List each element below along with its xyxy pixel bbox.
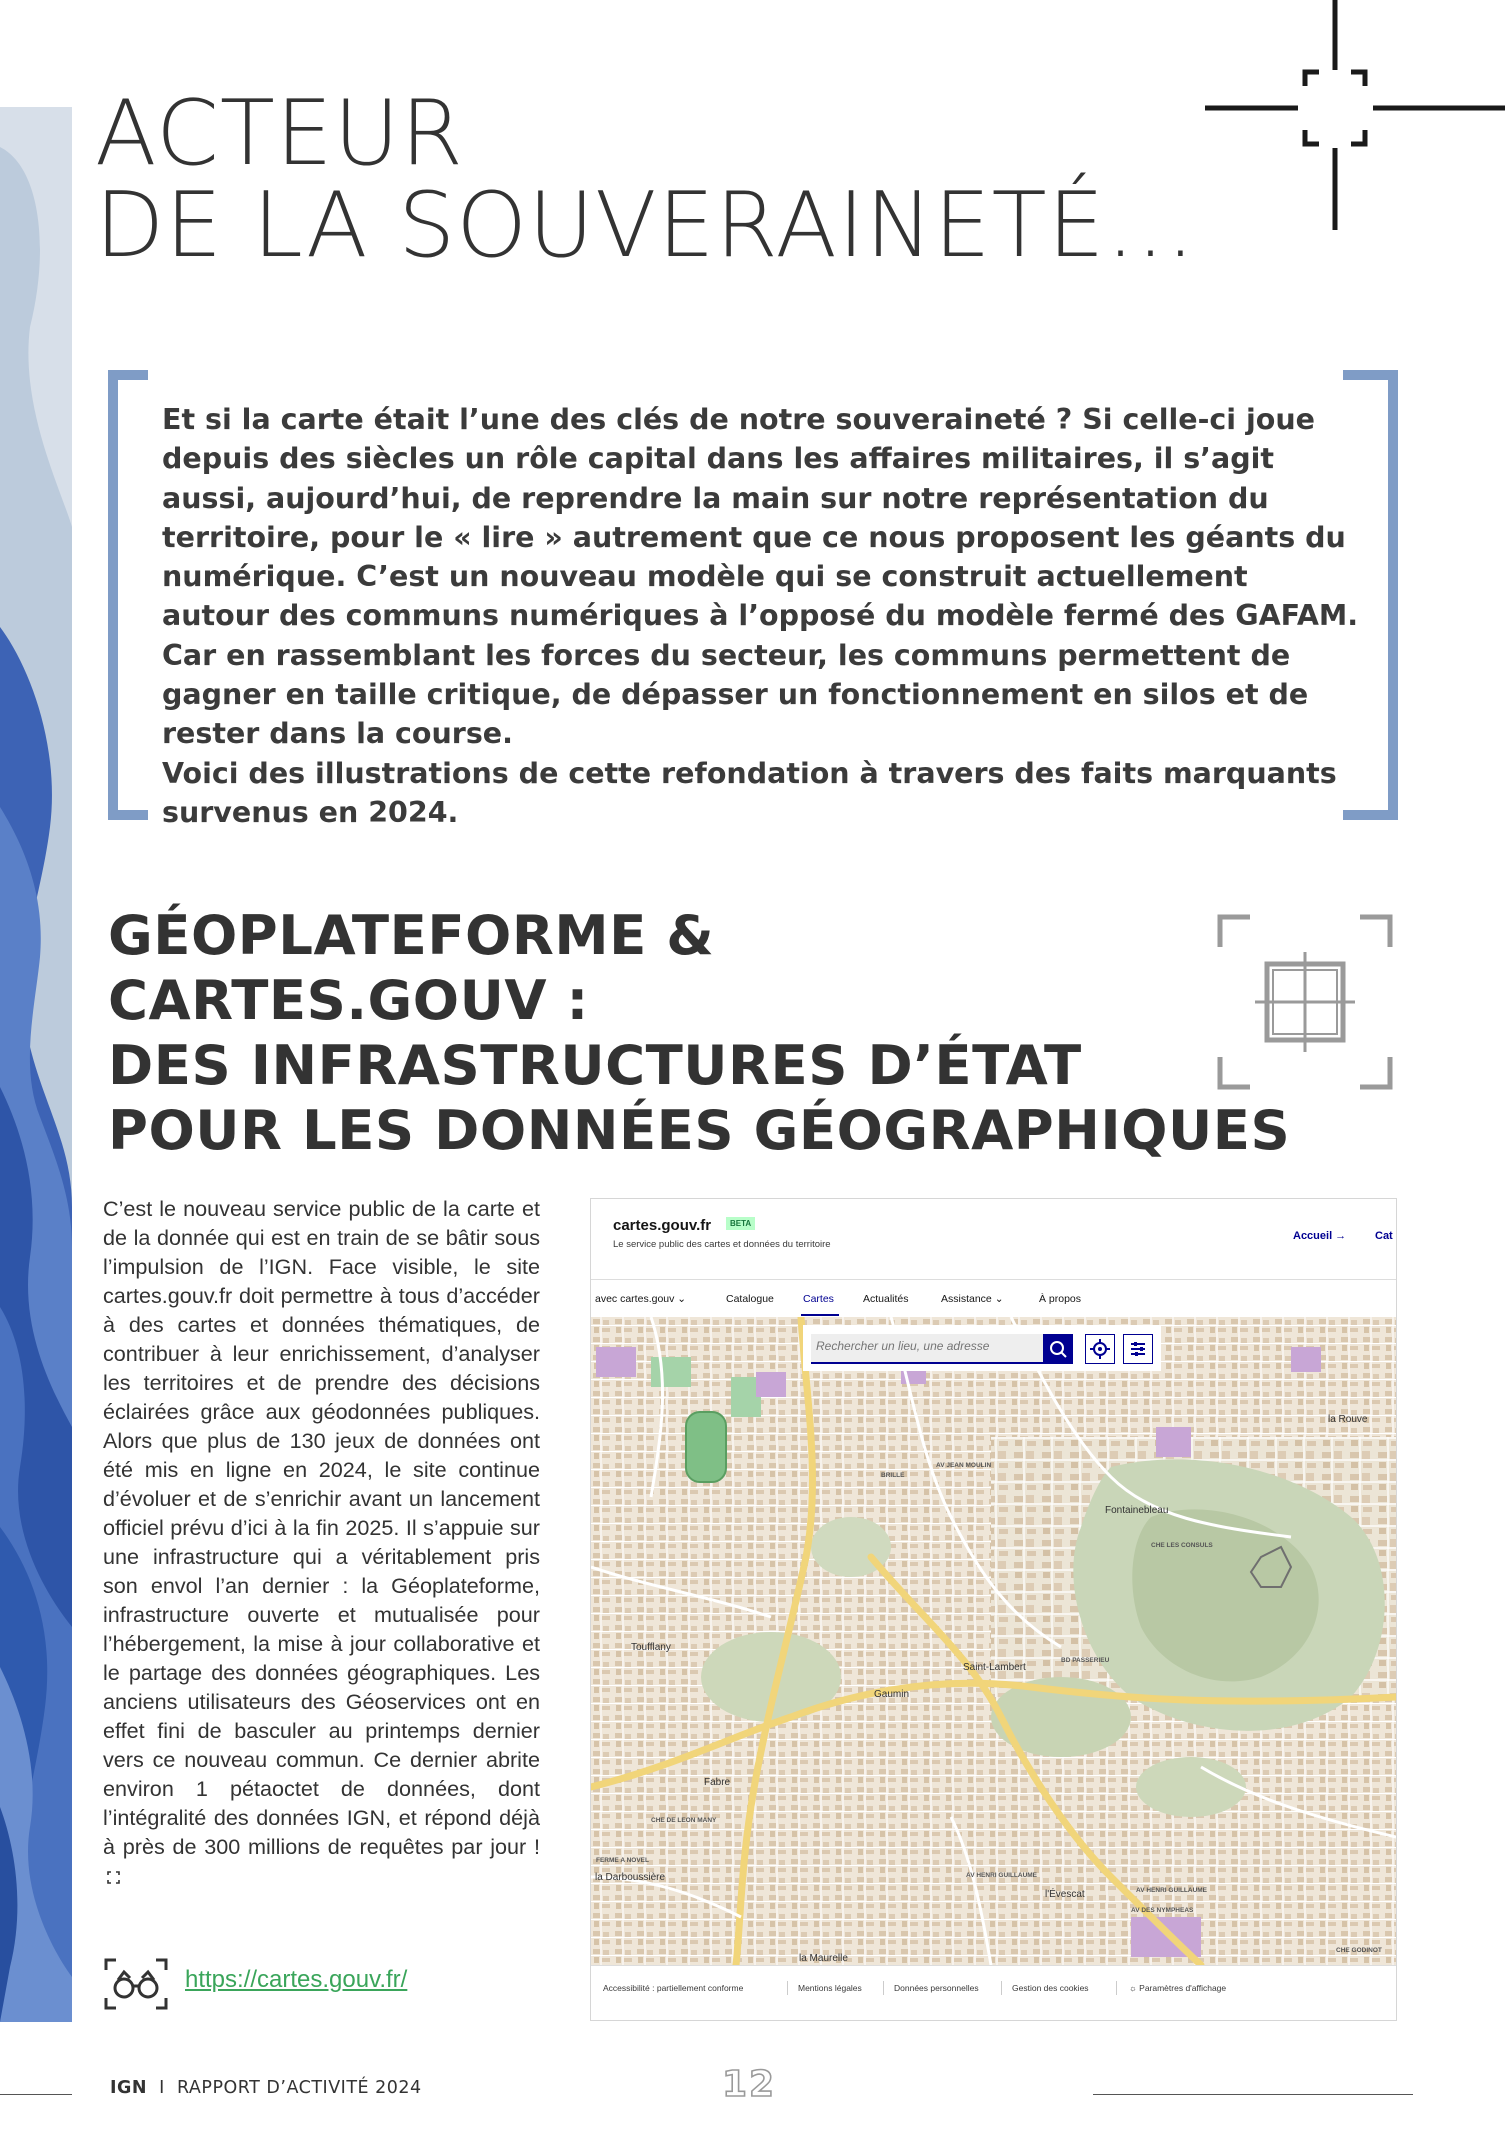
road-label: CHE LES CONSULS <box>1151 1542 1213 1549</box>
footer-link-cookies[interactable]: Gestion des cookies <box>1012 1983 1089 1993</box>
map-search-input[interactable] <box>816 1339 1036 1353</box>
footer-org: IGN <box>110 2078 148 2098</box>
locate-icon <box>1086 1335 1114 1363</box>
road-label: AV JEAN MOULIN <box>936 1462 992 1469</box>
nav-item-actualites[interactable]: Actualités <box>863 1293 909 1305</box>
footer-separator <box>787 1981 788 1995</box>
cartes-gouv-screenshot <box>590 1198 1397 2021</box>
site-tagline: Le service public des cartes et données du territoire <box>613 1239 831 1250</box>
cartes-gouv-link[interactable]: https://cartes.gouv.fr/ <box>185 1966 408 1993</box>
footer-separator: I <box>159 2078 165 2098</box>
footer-link-legal[interactable]: Mentions légales <box>798 1983 862 1993</box>
map-frame-icon <box>1215 912 1395 1092</box>
beta-badge: BETA <box>726 1217 755 1230</box>
nav-item-catalogue[interactable]: Catalogue <box>726 1293 774 1305</box>
map-label-saint-lambert: Saint-Lambert <box>963 1662 1026 1673</box>
footer-rule-left <box>0 2094 72 2095</box>
nav-item-assistance[interactable]: Assistance ⌄ <box>941 1293 1004 1305</box>
article-body-text: C’est le nouveau service public de la carte et de la donnée qui est en train de se bâtir sous l’impulsion de l’IGN. Face visible, le site cartes.gouv.fr doit permettre à tous d’accéder à des cartes et données thématiques, de contribuer à leur enrichissement, d’analyser les territoires et de prendre des décisions éclairées grâce aux géodonnées publiques. Alors que plus de 130 jeux de données ont été mis en ligne en 2024, le site continue d’évoluer et de s’enrichir avant un lancement officiel prévu d’ici à la fin 2025. Il s’appuie sur une infrastructure qui a véritablement pris son envol l’an dernier : la Géoplateforme, infrastructure ouverte et mutualisée pour l’hébergement, la mise à jour collaborative et le partage des données géographiques. Les anciens utilisateurs des Géoservices ont en effet fini de basculer au printemps dernier vers ce nouveau commun. Ce dernier abrite environ 1 pétaoctet de données, dont l’intégralité des données IGN, et répond déjà à près de 300 millions de requêtes par jour ! <box>103 1196 540 1859</box>
site-nav <box>591 1279 1396 1319</box>
nav-item-cartes[interactable]: Cartes <box>803 1293 834 1305</box>
road-label: BRILLE <box>881 1472 905 1479</box>
article-title-line-2: CARTES.GOUV : <box>108 968 589 1032</box>
map-label-fabre: Fabre <box>704 1777 731 1788</box>
footer-separator <box>1001 1981 1002 1995</box>
article-body <box>103 1194 540 1890</box>
road-label: CHE DE LEON MANY <box>651 1817 717 1824</box>
crosshair-icon <box>1205 0 1505 230</box>
article-title <box>108 903 1290 1163</box>
article-title-line-1: GÉOPLATEFORME & <box>108 903 715 967</box>
page-footer <box>110 2078 422 2098</box>
decorative-side-band <box>0 107 72 2022</box>
footer-separator <box>883 1981 884 1995</box>
map-label-fontainebleau: Fontainebleau <box>1105 1505 1169 1516</box>
sliders-icon <box>1124 1335 1152 1363</box>
map-view[interactable] <box>591 1317 1396 1965</box>
header-link-home[interactable]: Accueil → <box>1293 1230 1347 1242</box>
footer-link-privacy[interactable]: Données personnelles <box>894 1983 979 1993</box>
road-label: BD PASSERIEU <box>1061 1657 1110 1664</box>
binoculars-icon <box>104 1958 168 2010</box>
map-label-la-maurelle: la Maurelle <box>799 1953 848 1964</box>
page-title-line-1: ACTEUR <box>95 81 465 186</box>
page-number: 12 <box>722 2064 777 2105</box>
map-settings-button[interactable] <box>1123 1334 1153 1364</box>
road-label: AV DES NYMPHEAS <box>1131 1907 1194 1914</box>
intro-paragraph: Et si la carte était l’une des clés de notre souveraineté ? Si celle-ci joue depuis des siècles un rôle capital dans les affaires militaires, il s’agit aussi, aujourd’hui, de reprendre la main sur notre représentation du territoire, pour le « lire » autrement que ce nous proposent les géants du numérique. C’est un nouveau modèle qui se construit actuellement autour des communs numériques à l’opposé du modèle fermé des GAFAM. Car en rassemblant les forces du secteur, les communs permettent de gagner en taille critique, de dépasser un fonctionnement en silos et de rester dans la course. Voici des illustrations de cette refondation à travers des faits marquants survenus en 2024. <box>162 403 1359 829</box>
map-label-evescat: l'Évescat <box>1045 1889 1085 1900</box>
end-of-article-icon <box>107 1871 120 1884</box>
header-link-catalogue[interactable]: Cat <box>1375 1230 1393 1242</box>
nav-item-discover[interactable]: avec cartes.gouv ⌄ <box>595 1293 687 1305</box>
map-label-toufflany: Toufflany <box>631 1642 671 1653</box>
footer-separator <box>1116 1981 1117 1995</box>
map-search-button[interactable] <box>1043 1334 1073 1364</box>
map-canvas[interactable] <box>591 1317 1396 1965</box>
road-label: AV HENRI GUILLAUME <box>1136 1887 1208 1894</box>
footer-report-title: RAPPORT D’ACTIVITÉ 2024 <box>176 2078 422 2098</box>
map-label-darboussiere: la Darboussière <box>595 1872 666 1883</box>
article-title-line-3: DES INFRASTRUCTURES D’ÉTAT <box>108 1033 1082 1097</box>
map-label-la-rouve: la Rouve <box>1328 1414 1368 1425</box>
footer-rule-right <box>1093 2094 1413 2095</box>
map-label-gaumin: Gaumin <box>874 1689 910 1700</box>
footer-link-display-settings[interactable]: ☼ Paramètres d'affichage <box>1129 1983 1227 1993</box>
search-icon <box>1043 1334 1073 1364</box>
nav-item-a-propos[interactable]: À propos <box>1039 1293 1082 1305</box>
page-title-line-2: DE LA SOUVERAINETÉ… <box>95 173 1197 278</box>
site-header <box>591 1199 1396 1279</box>
article-title-line-4: POUR LES DONNÉES GÉOGRAPHIQUES <box>108 1098 1291 1162</box>
map-locate-button[interactable] <box>1085 1334 1115 1364</box>
road-label: CHE GODINOT <box>1336 1947 1382 1954</box>
nav-active-indicator <box>801 1314 839 1316</box>
road-label: FERME A NOVEL <box>596 1857 649 1864</box>
site-footer <box>591 1965 1396 2021</box>
road-label: AV HENRI GUILLAUME <box>966 1872 1038 1879</box>
page-title <box>95 81 1197 278</box>
site-logo[interactable]: cartes.gouv.fr <box>613 1217 712 1234</box>
footer-link-accessibility[interactable]: Accessibilité : partiellement conforme <box>603 1983 744 1993</box>
map-search-box[interactable] <box>811 1334 1043 1364</box>
